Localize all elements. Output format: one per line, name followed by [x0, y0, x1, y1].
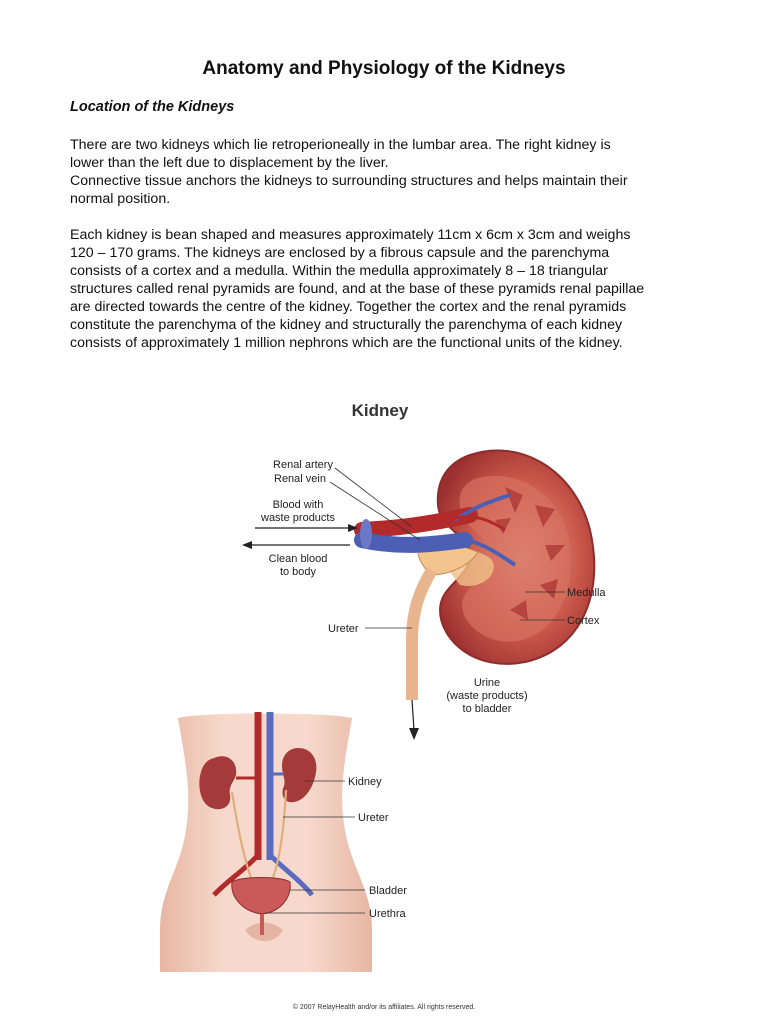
label-kidney: Kidney	[348, 776, 382, 788]
label-urethra: Urethra	[369, 908, 406, 920]
label-medulla: Medulla	[567, 587, 606, 599]
label-clean-blood: to body	[279, 566, 317, 578]
paragraph-location	[70, 136, 710, 208]
text-line: consists of approximately 1 million nephrons which are the functional units of the kidney.	[70, 335, 623, 351]
text-line: Connective tissue anchors the kidneys to surrounding structures and helps maintain their	[70, 173, 628, 189]
label-bladder: Bladder	[369, 885, 407, 897]
torso-illustration	[160, 712, 372, 972]
page-title: Anatomy and Physiology of the Kidneys	[202, 58, 566, 79]
text-line: consists of a cortex and a medulla. Within the medulla approximately 8 – 18 triangular	[70, 263, 608, 279]
figure-title: Kidney	[351, 401, 409, 420]
text-line: There are two kidneys which lie retroperioneally in the lumbar area. The right kidney is	[70, 137, 611, 153]
paragraph-structure	[70, 226, 710, 352]
text-line: are directed towards the centre of the kidney. Together the cortex and the renal pyramids	[70, 299, 627, 315]
label-urine: (waste products)	[446, 690, 528, 702]
label-cortex: Cortex	[567, 615, 600, 627]
label-ureter-body: Ureter	[358, 812, 389, 824]
label-urine: Urine	[473, 677, 501, 689]
text-line: 120 – 170 grams. The kidneys are enclosed by a fibrous capsule and the parenchyma	[70, 245, 610, 261]
text-line: constitute the parenchyma of the kidney and structurally the parenchyma of each kidney	[70, 317, 623, 333]
label-urine: to bladder	[462, 703, 512, 715]
label-ureter-top: Ureter	[328, 623, 359, 635]
text-line: Each kidney is bean shaped and measures approximately 11cm x 6cm x 3cm and weighs	[70, 227, 631, 243]
text-line: structures called renal pyramids are found, and at the base of these pyramids renal papillae	[70, 281, 645, 297]
text-line: normal position.	[70, 191, 171, 207]
label-clean-blood: Clean blood	[268, 553, 328, 565]
label-blood-waste: Blood with	[272, 499, 324, 511]
section-heading: Location of the Kidneys	[70, 99, 235, 115]
copyright-notice: © 2007 RelayHealth and/or its affiliates. All rights reserved.	[292, 1004, 476, 1011]
label-renal-artery: Renal artery	[273, 459, 333, 471]
kidney-illustration	[0, 380, 768, 1020]
kidney-figure	[0, 380, 768, 1020]
label-renal-vein: Renal vein	[274, 473, 326, 485]
label-blood-waste: waste products	[261, 512, 335, 524]
text-line: lower than the left due to displacement by the liver.	[70, 155, 389, 171]
